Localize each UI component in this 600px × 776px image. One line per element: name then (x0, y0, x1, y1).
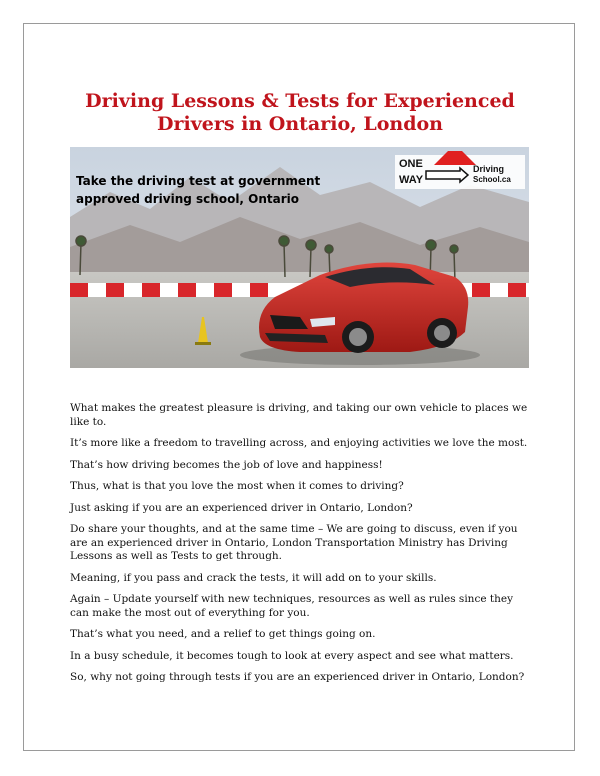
banner-illustration (70, 147, 529, 368)
logo-word-way: WAY (399, 174, 424, 186)
paragraph: Meaning, if you pass and crack the tests, it will add on to your skills. (70, 571, 437, 584)
article-body (70, 402, 532, 693)
logo-word-one: ONE (399, 158, 423, 170)
logo-brand-school: School.ca (473, 175, 511, 184)
document-title (60, 90, 540, 136)
paragraph: It’s more like a freedom to travelling across, and enjoying activities we love the most. (70, 437, 528, 449)
logo (395, 151, 525, 189)
paragraph: Do share your thoughts, and at the same time – We are going to discuss, even if you are an experienced driver in Ontario, London Transportation Ministry has Driving Lessons as well as Tests to get through. (70, 523, 518, 562)
banner-caption-line-2: approved driving school, Ontario (76, 192, 300, 206)
paragraph: Again – Update yourself with new techniques, resources as well as rules since they can make the most out of everything for you. (70, 593, 513, 619)
paragraph: So, why not going through tests if you are an experienced driver in Ontario, London? (70, 671, 525, 683)
banner-caption-line-1: Take the driving test at government (76, 174, 321, 188)
title-line-2: Drivers in Ontario, London (156, 113, 443, 135)
logo-brand-driving: Driving (473, 164, 505, 174)
paragraph: Just asking if you are an experienced driver in Ontario, London? (70, 501, 413, 514)
paragraph: Thus, what is that you love the most when it comes to driving? (70, 480, 404, 492)
paragraph: That’s how driving becomes the job of love and happiness! (70, 458, 383, 471)
paragraph: That’s what you need, and a relief to get things going on. (70, 628, 376, 640)
paragraph: What makes the greatest pleasure is driving, and taking our own vehicle to places we like to. (70, 402, 528, 428)
paragraph: In a busy schedule, it becomes tough to look at every aspect and see what matters. (70, 649, 514, 662)
banner-image (70, 147, 529, 368)
title-line-1: Driving Lessons & Tests for Experienced (85, 90, 515, 112)
